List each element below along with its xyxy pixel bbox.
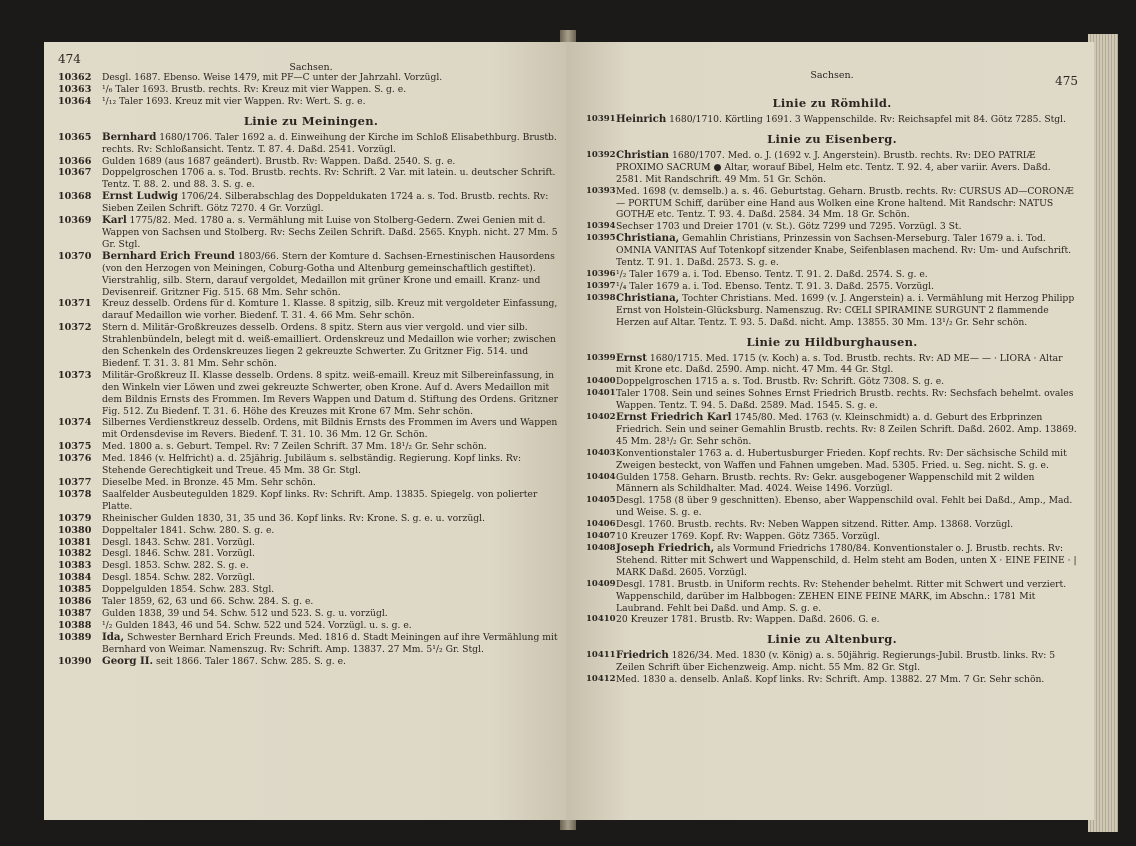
entry-text [616, 353, 1078, 377]
ruler-name: Bernhard [102, 130, 157, 143]
entry-description: Gulden 1838, 39 und 54. Schw. 512 und 523. S. g. u. vorzügl. [102, 607, 388, 619]
lot-number: 10371 [58, 298, 92, 310]
entry-description: Saalfelder Ausbeutegulden 1829. Kopf links. Rv: Schrift. Amp. 13835. Spiegelg. von polierter Platte. [102, 488, 538, 512]
entry-text [616, 495, 1078, 519]
entry-text [102, 608, 564, 620]
entry-text [616, 674, 1078, 686]
catalog-entry [586, 376, 1078, 388]
lot-number: 10412 [586, 674, 616, 685]
ruler-name: Ida, [102, 630, 125, 643]
entry-description: Doppelgroschen 1706 a. s. Tod. Brustb. rechts. Rv: Schrift. 2 Var. mit latein. u. deutscher Schrift. Tentz. T. 88. 2. und 88. 3. S. g. e. [102, 167, 556, 191]
lot-number: 10362 [58, 72, 92, 83]
entry-text [102, 322, 564, 370]
entry-text [102, 96, 564, 108]
lot-number: 10384 [58, 572, 92, 584]
entry-description: 10 Kreuzer 1769. Kopf. Rv: Wappen. Götz 7365. Vorzügl. [616, 531, 880, 543]
catalog-entry [586, 448, 1078, 472]
entry-text [616, 519, 1078, 531]
entry-text [102, 656, 564, 668]
catalog-entry [586, 150, 1078, 186]
catalog-entry [58, 132, 564, 156]
entry-text [616, 233, 1078, 269]
entry-text [102, 132, 564, 156]
catalog-entry [586, 614, 1078, 626]
lot-number: 10397 [586, 280, 616, 291]
entry-text [616, 150, 1078, 186]
entry-description: Med. 1830 a. denselb. Anlaß. Kopf links. Rv: Schrift. Amp. 13882. 27 Mm. 7 Gr. Sehr schön. [616, 674, 1045, 686]
lot-number: 10407 [586, 531, 616, 542]
lot-number: 10408 [586, 543, 616, 553]
entry-description: Militär-Großkreuz II. Klasse desselb. Ordens. 8 spitz. weiß-emaill. Kreuz mit Silbereinfassung, in den Winkeln vier Löwen und zwei gekreuzte Schwerter, oben Krone. Auf d. Avers Medaillon mit dem Bildnis Ernsts des Frommen. Im Revers Wappen und Datum d. Stiftung des Ordens. Gritzner Fig. 512. Zu Biedenf. T. 31. 6. Höhe des Kreuzes mit Krone 67 Mm. Sehr schön. [102, 369, 559, 417]
catalog-entry [58, 417, 564, 441]
catalog-entry [586, 353, 1078, 377]
catalog-entry [58, 560, 564, 572]
lot-number: 10376 [58, 453, 92, 465]
entry-description: Taler 1708. Sein und seines Sohnes Ernst Friedrich Brustb. rechts. Rv: Sechsfach behelmt. ovales Wappen. Tentz. T. 94. 5. Daßd. 2589. Mad. 1545. S. g. e. [616, 388, 1074, 412]
lot-number: 10368 [58, 191, 92, 203]
entry-text [102, 417, 564, 441]
right-page-number: 475 [1055, 74, 1078, 88]
entry-description: Desgl. 1854. Schw. 282. Vorzügl. [102, 572, 255, 584]
entry-description: Dieselbe Med. in Bronze. 45 Mm. Sehr schön. [102, 477, 316, 488]
lot-number: 10410 [586, 614, 616, 625]
right-running-head: Sachsen. [810, 70, 854, 81]
entry-text [616, 448, 1078, 472]
catalog-entry [58, 656, 564, 668]
lot-number: 10385 [58, 584, 92, 596]
left-page-body [58, 72, 564, 668]
entry-description: Silbernes Verdienstkreuz desselb. Ordens, mit Bildnis Ernsts des Frommen im Avers und Wappen mit Ordensdevise im Revers. Biedenf. T. 31. 10. 36 Mm. 12 Gr. Schön. [102, 417, 558, 441]
catalog-entry [58, 72, 564, 84]
entry-description: als Vormund Friedrichs 1780/84. Konventionstaler o. J. Brustb. rechts. Rv: Stehend. Ritter mit Schwert und Wappenschild, d. Helm steht am Boden, unten X · EINE FEINE · | MARK Daßd. 2605. Vorzügl. [616, 543, 1077, 578]
entry-description: ¹/₄ Taler 1679 a. i. Tod. Ebenso. Tentz. T. 91. 3. Daßd. 2575. Vorzügl. [616, 280, 935, 292]
entry-text [616, 472, 1078, 496]
catalog-entry [58, 191, 564, 215]
catalog-entry [586, 114, 1078, 126]
lot-number: 10366 [58, 155, 92, 167]
lot-number: 10405 [586, 495, 616, 506]
entry-text [102, 560, 564, 572]
entry-text [616, 543, 1078, 579]
lot-number: 10367 [58, 167, 92, 179]
left-page-number: 474 [58, 52, 81, 66]
entry-description: 1680/1710. Körtling 1691. 3 Wappenschilde. Rv: Reichsapfel mit 84. Götz 7285. Stgl. [669, 114, 1067, 125]
entry-description: Desgl. 1843. Schw. 281. Vorzügl. [102, 536, 255, 548]
ruler-name: Georg II. [102, 654, 154, 667]
entry-text [102, 584, 564, 596]
entry-text [102, 537, 564, 549]
catalog-entry [586, 579, 1078, 615]
lot-number: 10406 [586, 519, 616, 530]
entry-description: Gemahlin Christians, Prinzessin von Sachsen-Merseburg. Taler 1679 a. i. Tod. OMNIA VANITAS Auf Totenkopf sitzender Knabe, Seifenblasen machend. Rv: Um- und Aufschrift. Tentz. T. 91. 1. Daßd. 2573. S. g. e. [616, 233, 1072, 269]
catalog-entry [586, 233, 1078, 269]
catalog-entry [58, 489, 564, 513]
lot-number: 10383 [58, 560, 92, 572]
entry-description: 1706/24. Silberabschlag des Doppeldukaten 1724 a. s. Tod. Brustb. rechts. Rv: Sieben Zeilen Schrift. Götz 7270. 4 Gr. Vorzügl. [102, 191, 549, 215]
entry-text [102, 251, 564, 299]
entry-text [102, 572, 564, 584]
entry-description: Tochter Christians. Med. 1699 (v. J. Angerstein) a. i. Vermählung mit Herzog Philipp Ernst von Holstein-Glücksburg. Namenszug. Rv: CŒLI SPIRAMINE SURGUNT 2 flammende Herzen auf Altar. Tentz. T. 93. 5. Daßd. nicht. Amp. 13855. 30 Mm. 13¹/₂ Gr. Sehr schön. [616, 292, 1075, 328]
lot-number: 10404 [586, 471, 616, 482]
entry-description: Stern d. Militär-Großkreuzes desselb. Ordens. 8 spitz. Stern aus vier vergold. und vier silb. Strahlenbündeln, belegt mit d. weiß-emailliert. Ordenskreuz und Medaillon wie vorher; zwischen den Schenkeln des Ordenskreuzes liegen 2 gekreuzte Schwerter. Zu Gritzner Fig. 514. und Biedenf. T. 31. 3. 81 Mm. Sehr schön. [102, 322, 556, 369]
entry-description: Schwester Bernhard Erich Freunds. Med. 1816 d. Stadt Meiningen auf ihre Vermählung mit Bernhard von Weimar. Namenszug. Rv: Schrift. Amp. 13837. 27 Mm. 5¹/₂ Gr. Stgl. [102, 631, 558, 655]
lot-number: 10386 [58, 596, 92, 608]
lot-number: 10375 [58, 441, 92, 453]
catalog-entry [58, 370, 564, 418]
entry-description: Desgl. 1687. Ebenso. Weise 1479, mit PF—C unter der Jahrzahl. Vorzügl. [102, 72, 443, 83]
right-page [566, 42, 1094, 820]
entry-text [616, 281, 1078, 293]
catalog-entry [58, 572, 564, 584]
lot-number: 10403 [586, 447, 616, 458]
entry-text [102, 167, 564, 191]
entry-description: 20 Kreuzer 1781. Brustb. Rv: Wappen. Daßd. 2606. G. e. [616, 614, 880, 626]
ruler-name: Bernhard Erich Freund [102, 249, 235, 262]
ruler-name: Christiana, [616, 232, 680, 245]
catalog-entry [586, 412, 1078, 448]
entry-description: 1680/1707. Med. o. J. (1692 v. J. Angerstein). Brustb. rechts. Rv: DEO PATRIÆ PROXIMO SACRUM ● Altar, worauf Bibel, Helm etc. Tentz. T. 92. 4, aber variir. Avers. Daßd. 2581. Mit Randschrift. 49 Mm. 51 Gr. Schön. [616, 149, 1051, 185]
entry-description: 1775/82. Med. 1780 a. s. Vermählung mit Luise von Stolberg-Gedern. Zwei Genien mit d. Wappen von Sachsen und Stolberg. Rv: Sechs Zeilen Schrift. Daßd. 2565. Knyph. nicht. 27 Mm. 5 Gr. Stgl. [102, 215, 558, 250]
entry-text [616, 388, 1078, 412]
entry-text [102, 453, 564, 477]
entry-description: ¹/₆ Taler 1693. Brustb. rechts. Rv: Kreuz mit vier Wappen. S. g. e. [102, 83, 407, 95]
entry-description: Med. 1698 (v. demselb.) a. s. 46. Geburtstag. Geharn. Brustb. rechts. Rv: CURSUS AD—CORONÆ — PORTUM Schiff, darüber eine Hand aus Wolken eine Krone haltend. Mit Randschr: NATUS GOTHÆ etc. Tentz. T. 93. 4. Daßd. 2584. 34 Mm. 18 Gr. Schön. [616, 185, 1074, 221]
catalog-entry [58, 441, 564, 453]
catalog-entry [58, 453, 564, 477]
entry-description: Kreuz desselb. Ordens für d. Komture 1. Klasse. 8 spitzig, silb. Kreuz mit vergoldeter Einfassung, darauf Medaillon wie vorher. Biedenf. T. 31. 4. 66 Mm. Sehr schön. [102, 298, 558, 322]
lot-number: 10394 [586, 221, 616, 232]
catalog-entry [586, 388, 1078, 412]
entry-description: Desgl. 1758 (8 über 9 geschnitten). Ebenso, aber Wappenschild oval. Fehlt bei Daßd., Amp., Mad. und Weise. S. g. e. [616, 495, 1073, 519]
entry-text [102, 477, 564, 489]
lot-number: 10390 [58, 655, 92, 667]
entry-description: ¹/₂ Gulden 1843, 46 und 54. Schw. 522 und 524. Vorzügl. u. s. g. e. [102, 619, 412, 631]
entry-text [102, 513, 564, 525]
entry-description: Med. 1846 (v. Helfricht) a. d. 25jährig. Jubiläum s. selbständig. Regierung. Kopf links. Rv: Stehende Gerechtigkeit und Treue. 45 Mm. 38 Gr. Stgl. [102, 453, 522, 477]
entry-description: Gulden 1689 (aus 1687 geändert). Brustb. Rv: Wappen. Daßd. 2540. S. g. e. [102, 155, 456, 167]
catalog-entry [58, 584, 564, 596]
ruler-name: Ernst Ludwig [102, 190, 178, 203]
lot-number: 10398 [586, 292, 616, 303]
entry-description: Doppeltaler 1841. Schw. 280. S. g. e. [102, 524, 275, 536]
entry-text [102, 72, 564, 84]
right-page-body [586, 96, 1078, 686]
entry-text [102, 441, 564, 453]
section-heading: Linie zu Altenburg. [767, 632, 897, 647]
lot-number: 10395 [586, 233, 616, 244]
entry-description: Konventionstaler 1763 a. d. Hubertusburger Frieden. Kopf rechts. Rv: Der sächsische Schild mit Zweigen besteckt, von Waffen und Fahnen umgeben. Mad. 5305. Fried. u. Seg. nicht. S. g. e. [616, 447, 1067, 471]
entry-text [102, 156, 564, 168]
catalog-entry [58, 608, 564, 620]
entry-text [102, 548, 564, 560]
ruler-name: Ernst Friedrich Karl [616, 411, 732, 424]
ruler-name: Heinrich [616, 113, 667, 125]
catalog-entry [586, 293, 1078, 329]
entry-description: Gulden 1758. Geharn. Brustb. rechts. Rv: Gekr. ausgebogener Wappenschild mit 2 wilden Männern als Schildhalter. Mad. 4024. Weise 1496. Vorzügl. [616, 471, 1035, 495]
entry-text [102, 489, 564, 513]
catalog-entry [58, 298, 564, 322]
entry-description: Desgl. 1846. Schw. 281. Vorzügl. [102, 548, 255, 560]
entry-text [616, 293, 1078, 329]
ruler-name: Joseph Friedrich, [616, 542, 715, 554]
ruler-name: Karl [102, 214, 127, 227]
lot-number: 10399 [586, 352, 616, 363]
catalog-entry [58, 156, 564, 168]
catalog-entry [58, 596, 564, 608]
section-heading: Linie zu Eisenberg. [767, 131, 897, 146]
entry-description: Taler 1859, 62, 63 und 66. Schw. 284. S. g. e. [102, 596, 314, 608]
entry-description: 1803/66. Stern der Komture d. Sachsen-Ernestinischen Hausordens (von den Herzogen von Meiningen, Coburg-Gotha und Altenburg gemeinschaftlich gestiftet). Vierstrahlig, silb. Stern, darauf vergoldet, Medaillon mit grüner Krone und emaill. Kranz- und Devisenreif. Gritzner Fig. 515. 68 Mm. Sehr schön. [102, 250, 555, 298]
lot-number: 10411 [586, 650, 616, 661]
left-running-head: Sachsen. [289, 62, 333, 73]
entry-text [616, 269, 1078, 281]
catalog-entry [58, 632, 564, 656]
catalog-entry [586, 650, 1078, 674]
entry-text [102, 596, 564, 608]
catalog-entry [58, 525, 564, 537]
lot-number: 10378 [58, 488, 92, 500]
entry-description: ¹/₂ Taler 1679 a. i. Tod. Ebenso. Tentz. T. 91. 2. Daßd. 2574. S. g. e. [616, 268, 928, 280]
entry-description: seit 1866. Taler 1867. Schw. 285. S. g. e. [156, 655, 346, 667]
entry-text [616, 650, 1078, 674]
catalog-entry [58, 620, 564, 632]
catalog-entry [586, 472, 1078, 496]
catalog-entry [58, 167, 564, 191]
entry-text [616, 412, 1078, 448]
entry-text [616, 614, 1078, 626]
entry-description: Desgl. 1853. Schw. 282. S. g. e. [102, 560, 249, 572]
ruler-name: Friedrich [616, 649, 669, 662]
left-page-header [58, 52, 564, 72]
entry-text [102, 632, 564, 656]
entry-text [102, 191, 564, 215]
catalog-entry [58, 477, 564, 489]
lot-number: 10372 [58, 322, 92, 334]
entry-description: 1745/80. Med. 1763 (v. Kleinschmidt) a. d. Geburt des Erbprinzen Friedrich. Sein und seiner Gemahlin Brustb. rechts. Rv: 8 Zeilen Schrift. Daßd. 2602. Amp. 13869. 45 Mm. 28¹/₂ Gr. Sehr schön. [616, 412, 1077, 447]
catalog-entry [586, 269, 1078, 281]
lot-number: 10377 [58, 477, 92, 488]
lot-number: 10409 [586, 578, 616, 589]
entry-text [616, 186, 1078, 222]
lot-number: 10391 [586, 114, 616, 124]
ruler-name: Ernst [616, 351, 647, 364]
lot-number: 10364 [58, 95, 92, 107]
catalog-entry [586, 543, 1078, 579]
entry-description: Doppelgulden 1854. Schw. 283. Stgl. [102, 584, 275, 596]
catalog-entry [58, 548, 564, 560]
lot-number: 10380 [58, 524, 92, 536]
ruler-name: Christian [616, 148, 670, 161]
section-heading: Linie zu Hildburghausen. [746, 334, 918, 349]
entry-description: Desgl. 1760. Brustb. rechts. Rv: Neben Wappen sitzend. Ritter. Amp. 13868. Vorzügl. [616, 519, 1014, 531]
entry-description: 1680/1706. Taler 1692 a. d. Einweihung der Kirche im Schloß Elisabethburg. Brustb. rechts. Rv: Schloßansicht. Tentz. T. 87. 4. Daßd. 2541. Vorzügl. [102, 131, 557, 155]
lot-number: 10389 [58, 631, 92, 643]
entry-description: 1826/34. Med. 1830 (v. König) a. s. 50jährig. Regierungs-Jubil. Brustb. links. Rv: 5 Zeilen Schrift über Eichenzweig. Amp. nicht. 55 Mm. 82 Gr. Stgl. [616, 650, 1056, 674]
lot-number: 10370 [58, 250, 92, 262]
entry-text [616, 579, 1078, 615]
entry-description: Med. 1800 a. s. Geburt. Tempel. Rv: 7 Zeilen Schrift. 37 Mm. 18¹/₂ Gr. Sehr schön. [102, 441, 487, 453]
lot-number: 10402 [586, 412, 616, 423]
lot-number: 10388 [58, 619, 92, 631]
entry-text [102, 215, 564, 251]
entry-text [616, 221, 1078, 233]
catalog-entry [58, 322, 564, 370]
lot-number: 10392 [586, 149, 616, 160]
catalog-entry [586, 519, 1078, 531]
catalog-entry [58, 513, 564, 525]
entry-description: Rheinischer Gulden 1830, 31, 35 und 36. Kopf links. Rv: Krone. S. g. e. u. vorzügl. [102, 512, 486, 524]
entry-text [616, 376, 1078, 388]
catalog-entry [58, 96, 564, 108]
entry-text [102, 370, 564, 418]
catalog-entry [586, 674, 1078, 686]
lot-number: 10393 [586, 185, 616, 196]
ruler-name: Christiana, [616, 291, 680, 304]
catalog-entry [58, 84, 564, 96]
catalog-entry [58, 537, 564, 549]
right-page-header [586, 52, 1078, 90]
entry-text [616, 114, 1078, 126]
section-heading: Linie zu Meiningen. [243, 113, 379, 128]
entry-text [102, 525, 564, 537]
catalog-entry [586, 495, 1078, 519]
entry-description: Desgl. 1781. Brustb. in Uniform rechts. Rv: Stehender behelmt. Ritter mit Schwert und verziert. Wappenschild, darüber im Halbbogen: ZEHEN EINE FEINE MARK, im Abschn.: 1781 Mit Laubrand. Fehlt bei Daßd. und Amp. S. g. e. [616, 578, 1067, 614]
lot-number: 10382 [58, 548, 92, 560]
lot-number: 10379 [58, 512, 92, 524]
entry-text [102, 84, 564, 96]
catalog-entry [58, 215, 564, 251]
entry-description: ¹/₁₂ Taler 1693. Kreuz mit vier Wappen. Rv: Wert. S. g. e. [102, 95, 366, 107]
lot-number: 10387 [58, 607, 92, 619]
lot-number: 10396 [586, 268, 616, 279]
lot-number: 10373 [58, 369, 92, 381]
lot-number: 10400 [586, 376, 616, 387]
entry-text [102, 298, 564, 322]
section-heading: Linie zu Römhild. [772, 96, 892, 110]
lot-number: 10381 [58, 536, 92, 548]
entry-description: Sechser 1703 und Dreier 1701 (v. St.). Götz 7299 und 7295. Vorzügl. 3 St. [616, 221, 962, 233]
lot-number: 10365 [58, 131, 92, 143]
catalog-entry [58, 251, 564, 299]
entry-description: 1680/1715. Med. 1715 (v. Koch) a. s. Tod. Brustb. rechts. Rv: AD ME— — · LIORA · Altar mit Krone etc. Daßd. 2590. Amp. nicht. 47 Mm. 44 Gr. Stgl. [616, 352, 1063, 376]
lot-number: 10363 [58, 83, 92, 95]
catalog-entry [586, 186, 1078, 222]
entry-text [102, 620, 564, 632]
lot-number: 10401 [586, 388, 616, 399]
lot-number: 10374 [58, 417, 92, 429]
lot-number: 10369 [58, 215, 92, 227]
left-page [44, 42, 572, 820]
entry-description: Doppelgroschen 1715 a. s. Tod. Brustb. Rv: Schrift. Götz 7308. S. g. e. [616, 376, 945, 388]
